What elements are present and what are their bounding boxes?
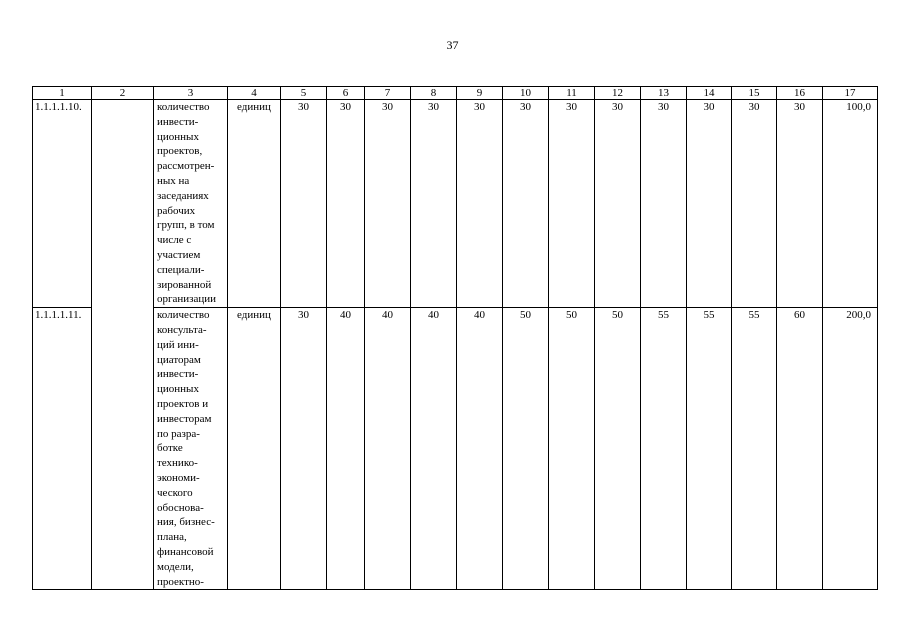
column-header: 12 (595, 87, 641, 100)
column-header: 6 (327, 87, 365, 100)
row-value: 50 (503, 308, 549, 590)
column-header: 9 (457, 87, 503, 100)
row-total: 200,0 (823, 308, 878, 590)
row-value: 40 (327, 308, 365, 590)
column-header: 1 (33, 87, 92, 100)
row-value: 30 (365, 100, 411, 308)
data-table (32, 86, 878, 590)
row-value: 30 (281, 308, 327, 590)
row-value: 50 (549, 308, 595, 590)
column-header: 11 (549, 87, 595, 100)
row-value: 30 (549, 100, 595, 308)
table-row (33, 100, 878, 308)
row-unit: единиц (228, 308, 281, 590)
row-value: 40 (457, 308, 503, 590)
column-header: 13 (641, 87, 687, 100)
row-value: 30 (457, 100, 503, 308)
row-value: 30 (503, 100, 549, 308)
row-description: количество инвести- ционных проектов, рассмотрен- ных на заседаниях рабочих групп, в том числе с участием специали- зированной организации (154, 100, 228, 308)
row-value: 55 (687, 308, 732, 590)
row-value: 55 (732, 308, 777, 590)
column-header: 15 (732, 87, 777, 100)
row-value: 30 (777, 100, 823, 308)
column-header: 8 (411, 87, 457, 100)
row-value: 30 (732, 100, 777, 308)
row-description: количество консульта- ций ини- циаторам инвести- ционных проектов и инвесторам по разра- ботке технико- экономи- ческого обоснова- ния, бизнес- плана, финансовой модели, проектно- (154, 308, 228, 590)
column-header: 5 (281, 87, 327, 100)
row-value: 30 (411, 100, 457, 308)
row-value: 30 (595, 100, 641, 308)
table-row (33, 308, 878, 590)
row-unit: единиц (228, 100, 281, 308)
row-value: 50 (595, 308, 641, 590)
row-value: 30 (327, 100, 365, 308)
column-header: 17 (823, 87, 878, 100)
column-header: 7 (365, 87, 411, 100)
row-value: 40 (365, 308, 411, 590)
column-header: 16 (777, 87, 823, 100)
row-value: 55 (641, 308, 687, 590)
column-header: 2 (92, 87, 154, 100)
row-total: 100,0 (823, 100, 878, 308)
row-code: 1.1.1.1.10. (33, 100, 92, 308)
page-number: 37 (446, 38, 459, 52)
row-code: 1.1.1.1.11. (33, 308, 92, 590)
row-value: 40 (411, 308, 457, 590)
column-header: 4 (228, 87, 281, 100)
row-value: 30 (641, 100, 687, 308)
column-header: 10 (503, 87, 549, 100)
table-header-row (33, 87, 878, 100)
row-value: 30 (281, 100, 327, 308)
column-header: 14 (687, 87, 732, 100)
row-col2 (92, 100, 154, 590)
row-value: 30 (687, 100, 732, 308)
column-header: 3 (154, 87, 228, 100)
row-value: 60 (777, 308, 823, 590)
